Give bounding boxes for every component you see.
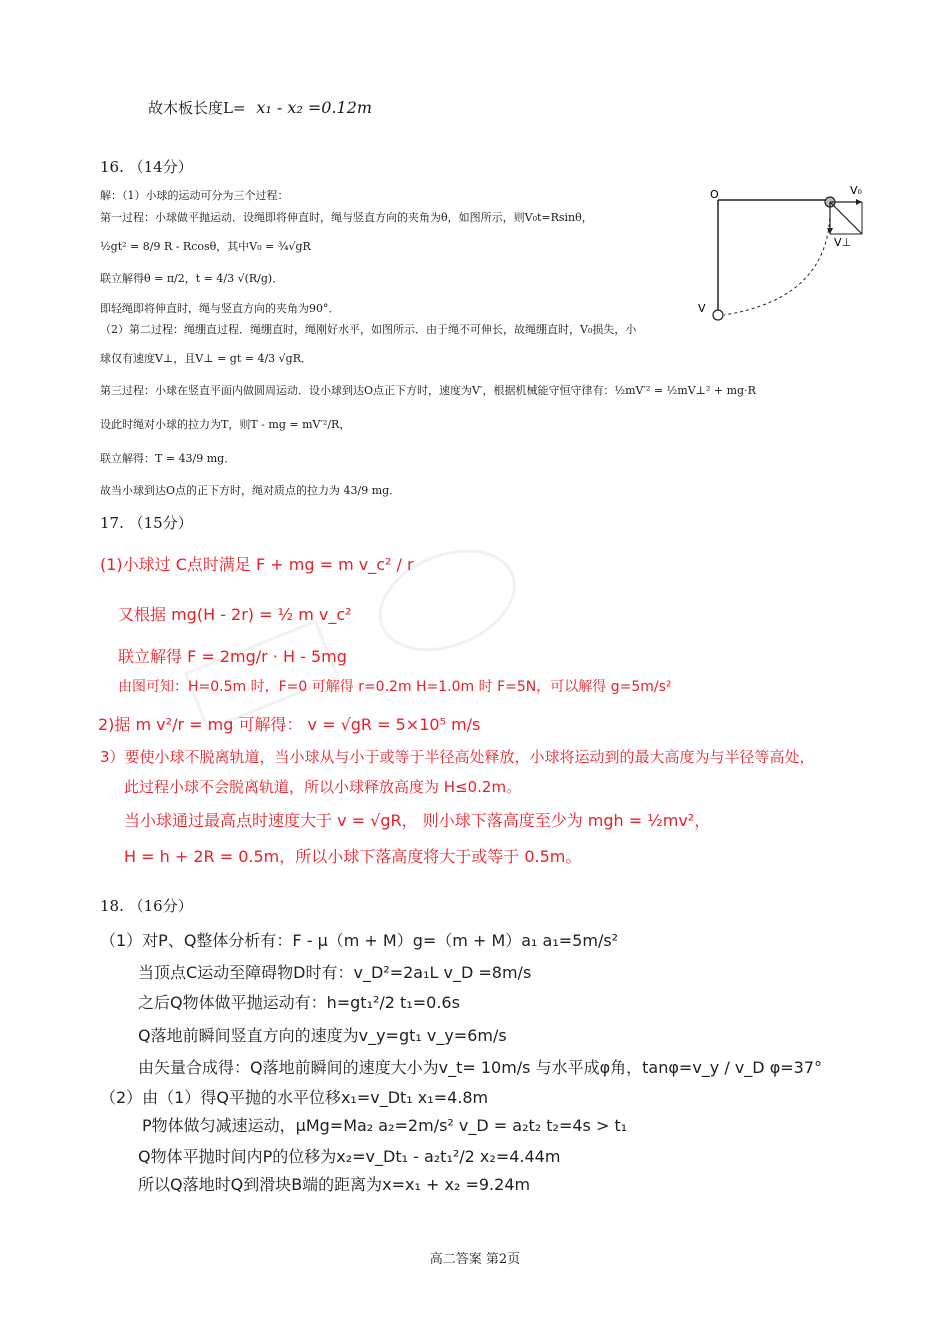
- q16-line-4: 联立解得θ = π/2，t = 4/3 √(R/g)．: [100, 272, 284, 285]
- q16-header: 16. （14分）: [100, 158, 193, 176]
- q16-line-11: 故当小球到达O点的正下方时，绳对质点的拉力为 43/9 mg．: [100, 484, 401, 497]
- q17-line-2: 又根据 mg(H - 2r) = ½ m v_c²: [118, 605, 352, 624]
- q16-line-2: 第一过程：小球做平抛运动．设绳即将伸直时，绳与竖直方向的夹角为θ，如图所示，则V₀t=Rsinθ，: [100, 211, 593, 224]
- q17-line-3: 联立解得 F = 2mg/r · H - 5mg: [118, 647, 347, 666]
- label-v: V: [698, 302, 706, 315]
- q18-line-1: （1）对P、Q整体分析有：F - μ（m + M）g=（m + M）a₁ a₁=5m/s²: [100, 931, 619, 950]
- ball-bottom: [713, 310, 723, 320]
- q17-line-4: 由图可知：H=0.5m 时，F=0 可解得 r=0.2m H=1.0m 时 F=5N，可以解得 g=5m/s²: [118, 679, 672, 695]
- v0-arrowhead: [856, 199, 862, 205]
- q16-line-8: 第三过程：小球在竖直平面内做圆周运动．设小球到达O点正下方时，速度为V′，根据机械能守恒守律有：½mV′² = ½mV⊥² + mg·R: [100, 384, 756, 397]
- q17-header: 17. （15分）: [100, 514, 193, 532]
- resultant-arrow: [830, 202, 862, 234]
- top-line: [148, 97, 372, 118]
- q18-line-4: Q落地前瞬间竖直方向的速度为v_y=gt₁ v_y=6m/s: [138, 1026, 507, 1045]
- q17-line-1: (1)小球过 C点时满足 F + mg = m v_c² / r: [100, 555, 414, 574]
- q17-line-6: 3）要使小球不脱离轨道，当小球从与小于或等于半径高处释放，小球将运动到的最大高度为与半径等高处，: [100, 748, 815, 766]
- q16-line-6: （2）第二过程：绳绷直过程．绳绷直时，绳刚好水平，如图所示．由于绳不可伸长，故绳绷直时，V₀损失，小: [100, 323, 637, 336]
- q16-line-9: 设此时绳对小球的拉力为T，则T - mg = mV′²/R，: [100, 418, 351, 431]
- q18-line-9: 所以Q落地时Q到滑块B端的距离为x=x₁ + x₂ =9.24m: [138, 1175, 531, 1194]
- label-v0: V₀: [850, 184, 862, 197]
- page-footer: 高二答案 第2页: [429, 1252, 521, 1267]
- top-line-label: 故木板长度L=: [148, 99, 246, 117]
- q16-line-3: ½gt² = 8/9 R - Rcosθ，其中V₀ = ¾√gR: [100, 240, 311, 253]
- trajectory-arc: [724, 206, 830, 315]
- q17-line-7: 此过程小球不会脱离轨道，所以小球释放高度为 H≤0.2m。: [124, 778, 522, 796]
- q18-line-7: P物体做匀减速运动，μMg=Ma₂ a₂=2m/s² v_D = a₂t₂ t₂=4s > t₁: [142, 1116, 628, 1135]
- q18-line-8: Q物体平抛时间内P的位移为x₂=v_Dt₁ - a₂t₁²/2 x₂=4.44m: [138, 1147, 561, 1166]
- q18-line-6: （2）由（1）得Q平抛的水平位移x₁=v_Dt₁ x₁=4.8m: [100, 1088, 489, 1107]
- q18-line-2: 当顶点C运动至障碍物D时有：v_D²=2a₁L v_D =8m/s: [138, 963, 532, 982]
- label-o: O: [710, 188, 719, 201]
- q18-line-5: 由矢量合成得：Q落地前瞬间的速度大小为v_t= 10m/s 与水平成φ角，tanφ=v_y / v_D φ=37°: [138, 1058, 823, 1077]
- q16-line-5: 即轻绳即将伸直时，绳与竖直方向的夹角为90°．: [100, 302, 340, 315]
- top-line-formula: x₁ - x₂ =0.12m: [256, 98, 373, 117]
- q18-header: 18. （16分）: [100, 897, 193, 915]
- pendulum-diagram: [692, 178, 882, 328]
- q16-line-10: 联立解得：T = 43/9 mg．: [100, 452, 236, 465]
- q17-line-5: 2)据 m v²/r = mg 可解得： v = √gR = 5×10⁵ m/s: [98, 715, 481, 734]
- label-vperp: V⊥: [834, 236, 852, 249]
- q16-line-1: 解：（1）小球的运动可分为三个过程：: [100, 189, 289, 202]
- q16-line-7: 球仅有速度V⊥，且V⊥ = gt = 4/3 √gR．: [100, 352, 312, 365]
- pendulum-svg: [692, 178, 882, 328]
- q17-line-9: H = h + 2R = 0.5m，所以小球下落高度将大于或等于 0.5m。: [124, 847, 582, 866]
- watermark-stamp: [143, 483, 607, 787]
- q17-line-8: 当小球通过最高点时速度大于 v = √gR， 则小球下落高度至少为 mgh = ½mv²，: [124, 811, 711, 830]
- q18-line-3: 之后Q物体做平抛运动有：h=gt₁²/2 t₁=0.6s: [138, 993, 460, 1012]
